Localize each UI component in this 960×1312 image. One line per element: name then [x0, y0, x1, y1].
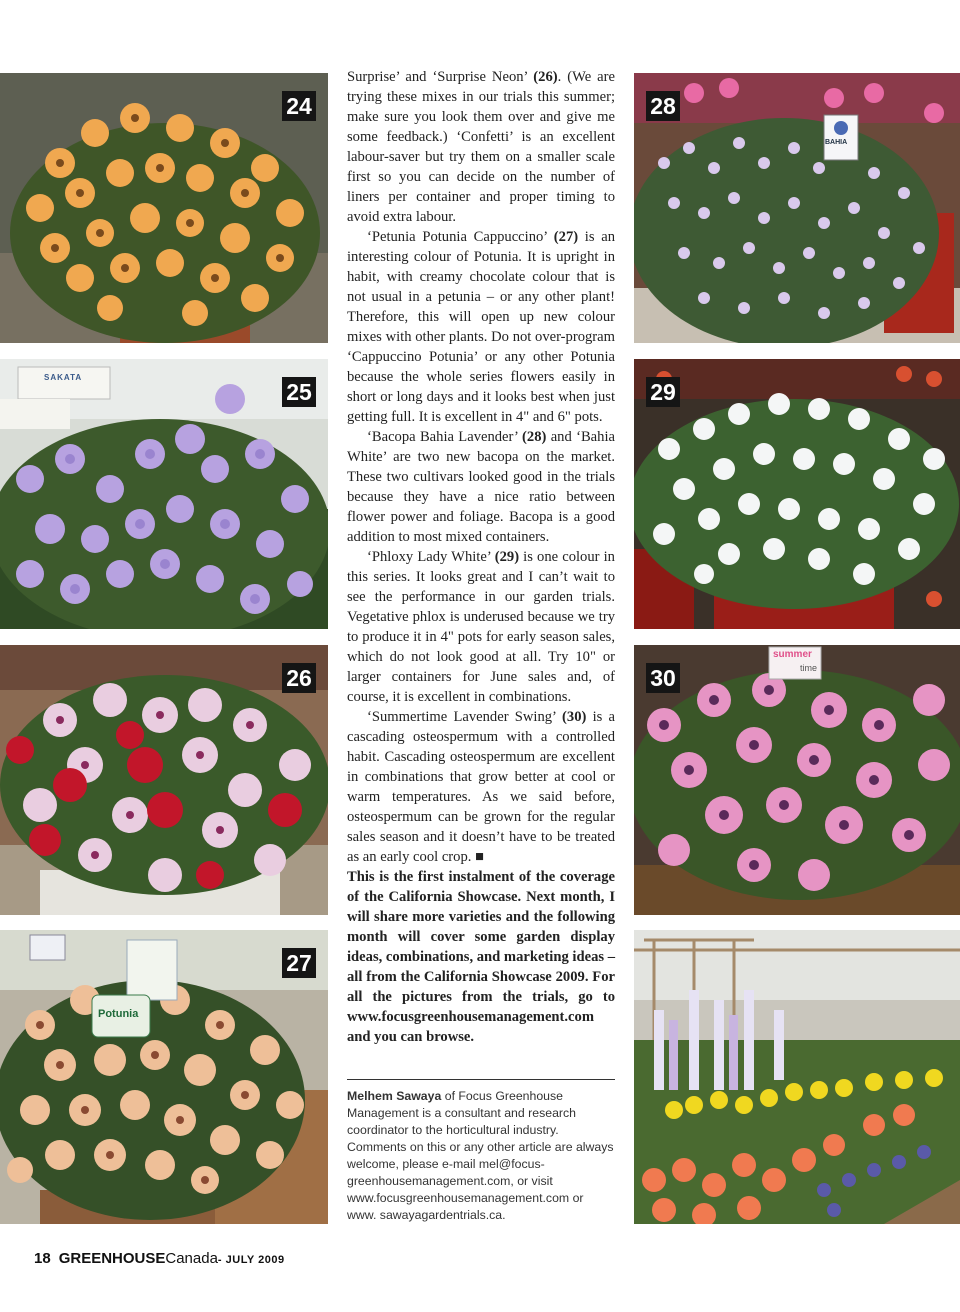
issue-date: - JULY 2009: [217, 1254, 285, 1266]
paragraph-text: ‘Petunia Potunia Cappuccino’: [367, 229, 554, 245]
article-paragraph-4: [347, 547, 615, 707]
end-mark-icon: ■: [475, 849, 484, 865]
article-paragraph-1: [347, 67, 615, 227]
bahia-tag: BAHIA: [825, 139, 848, 146]
sakata-sign: SAKATA: [44, 373, 83, 382]
magazine-name-bold: GREENHOUSE: [58, 1250, 166, 1267]
figure-ref-29: (29): [494, 549, 520, 565]
bio-divider: [347, 1079, 615, 1080]
potunia-tag: Potunia: [98, 1008, 139, 1020]
author-name: Melhem Sawaya: [347, 1089, 442, 1103]
photo-30-summertime-lavender-swing: [634, 645, 960, 915]
article-paragraph-2: [347, 227, 615, 427]
article-column: [347, 67, 615, 1047]
photo-number-30: 30: [646, 663, 680, 693]
author-bio-text: of Focus Greenhouse Management is a consultant and research coordinator to the horticultural industry. Comments on this or any other article are always welcome, please e-mail mel@focus-greenhousemanagement.com, or visit www.focusgreenhousemanagement.com or www. sawayagardentrials.ca.: [347, 1089, 614, 1222]
photo-number-25: 25: [282, 377, 316, 407]
author-bio: [347, 1088, 615, 1224]
closing-note: This is the first instalment of the coverage of the California Showcase. Next month, I will share more varieties and the following month will cover some garden display ideas, combinations, and marketing ideas – all from the California Showcase 2009. For all the pictures from the trials, go to www.focusgreenhousemanagement.com and you can browse.: [347, 869, 615, 1045]
article-paragraph-3: [347, 427, 615, 547]
figure-ref-27: (27): [553, 229, 579, 245]
photo-number-26: 26: [282, 663, 316, 693]
summertime-tag-line1: summer: [773, 649, 812, 660]
paragraph-text: is one colour in this series. It looks great and I can’t wait to see the performance in our garden trials. Vegetative phlox is underused because we try to produce it in 4" pots for early season sales, which do not look good at all. Try 10" or larger containers for June sales and, of course, it is excellent in combinations.: [347, 549, 615, 705]
paragraph-text: Surprise’ and ‘Surprise Neon’: [347, 69, 534, 85]
photo-number-27: 27: [282, 948, 316, 978]
paragraph-text: . (We are trying these mixes in our trials this summer; make sure you look them over and give me some feedback.) ‘Confetti’ is an excellent labour-saver but try them on a smaller scale first so you can decide on the number of liners per container and proper timing to avoid extra labour.: [347, 69, 615, 225]
figure-ref-28: (28): [522, 429, 547, 445]
photo-25-campanula-lavender: [0, 359, 328, 629]
summertime-tag-line2: time: [800, 663, 818, 673]
paragraph-text: ‘Summertime Lavender Swing’: [367, 709, 563, 725]
figure-ref-30: (30): [562, 709, 587, 725]
magazine-name-light: Canada: [165, 1250, 218, 1267]
photo-showcase-display: [634, 930, 960, 1224]
figure-ref-26: (26): [533, 69, 558, 85]
photo-27-potunia-cappuccino: [0, 930, 328, 1224]
paragraph-text: and ‘Bahia White’ are two new bacopa on the market. These two cultivars looked good in the trials because they have a nice ratio between flower power and foliage. Bacopa is a good addition to most mixed containers.: [347, 429, 615, 545]
photo-29-phloxy-lady-white: [634, 359, 960, 629]
article-paragraph-5: [347, 707, 615, 867]
photo-number-29: 29: [646, 377, 680, 407]
photo-26-petunia-mix: [0, 645, 328, 915]
paragraph-text: is a cascading osteospermum with a controlled habit. Cascading osteospermum are excellent in combinations that grow better at cool or warm temperatures. As we said before, osteospermum can be grown for the regular sales season and it doesn’t have to be treated as an early cool crop.: [347, 709, 615, 865]
photo-number-28: 28: [646, 91, 680, 121]
photo-number-24: 24: [282, 91, 316, 121]
page-footer: [34, 1250, 285, 1268]
photo-24-osteospermum-orange: [0, 73, 328, 343]
paragraph-text: ‘Bacopa Bahia Lavender’: [367, 429, 523, 445]
page-number: 18: [34, 1250, 51, 1267]
paragraph-text: ‘Phloxy Lady White’: [367, 549, 495, 565]
photo-28-bacopa-bahia: [634, 73, 960, 343]
paragraph-text: is an interesting colour of Potunia. It is upright in habit, with creamy chocolate colour that is not usual in a petunia – or any other plant! Therefore, this will open up new colour mixes with other plants. Do not over-program ‘Cappuccino Potunia’ or any other Potunia because the whole series flowers easily in short or long days and it looks best when just getting full. It is excellent in 4" and 6" pots.: [347, 229, 615, 425]
